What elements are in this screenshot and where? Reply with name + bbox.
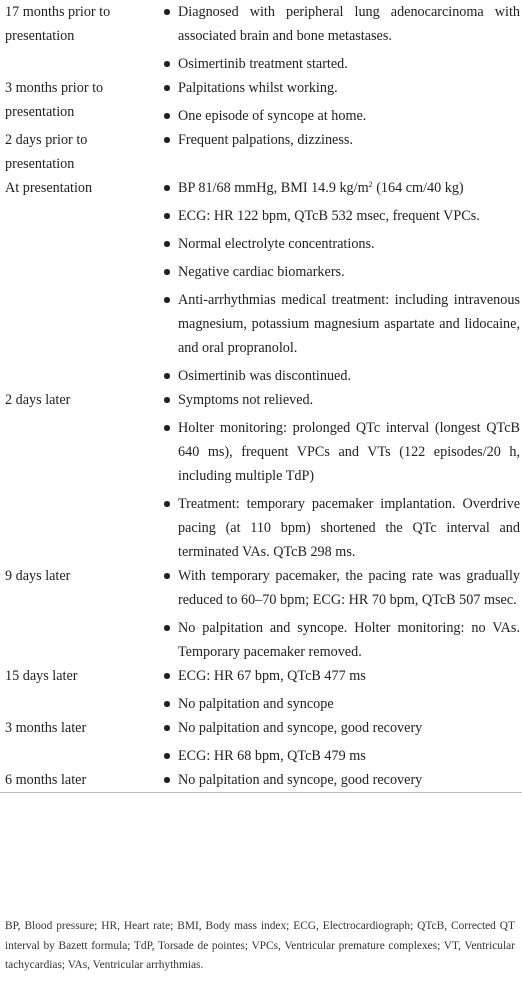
event-item [159,288,522,360]
table-footnote: BP, Blood pressure; HR, Heart rate; BMI, Body mass index; ECG, Electrocardiograph; QTcB, Corrected QT interval by Bazett formula; TdP, Torsade de pointes; VPCs, Ventricular premature complexes; VT, Ventricular tachycardias; VAs, Ventricular arrhythmias. [5,920,515,971]
bullet-icon [164,113,170,119]
event-item [159,744,522,768]
timeline-row [0,176,522,388]
bullet-icon [164,501,170,507]
timepoint-cell [0,76,159,128]
event-text: ECG: HR 67 bpm, QTcB 477 ms [178,668,366,684]
event-text: Diagnosed with peripheral lung adenocarcinoma with associated brain and bone metastases. [178,4,520,44]
bullet-icon [164,241,170,247]
bullet-icon [164,777,170,783]
timepoint-label: 9 days later [5,568,71,584]
event-text: No palpitation and syncope, good recovery [178,772,423,788]
event-item [159,664,522,688]
timepoint-cell [0,564,159,664]
event-item [159,364,522,388]
timeline-row [0,768,522,793]
timeline-row [0,0,522,76]
event-item [159,492,522,564]
event-item [159,232,522,256]
bullet-icon [164,425,170,431]
event-list [159,564,522,664]
timeline-row [0,76,522,128]
timeline-row [0,388,522,564]
bullet-icon [164,61,170,67]
events-cell [159,76,522,128]
event-list [159,768,522,792]
event-item [159,716,522,740]
timepoint-cell [0,768,159,793]
bullet-icon [164,269,170,275]
events-cell [159,0,522,76]
timepoint-cell [0,176,159,388]
event-item [159,76,522,100]
timeline-row [0,128,522,176]
event-text: ECG: HR 122 bpm, QTcB 532 msec, frequent VPCs. [178,208,480,224]
event-item [159,616,522,664]
event-text: Normal electrolyte concentrations. [178,236,375,252]
bullet-icon [164,725,170,731]
timepoint-label: 15 days later [5,668,78,684]
timepoint-cell [0,388,159,564]
event-item [159,416,522,488]
bullet-icon [164,213,170,219]
timepoint-label: 2 days prior to presentation [5,132,88,172]
event-list [159,128,522,152]
event-item [159,0,522,48]
event-item [159,564,522,612]
timepoint-cell [0,128,159,176]
event-text: With temporary pacemaker, the pacing rate was gradually reduced to 60–70 bpm; ECG: HR 70 bpm, QTcB 507 msec. [178,568,520,608]
event-item [159,52,522,76]
event-text: Osimertinib treatment started. [178,56,348,72]
events-cell [159,716,522,768]
bullet-icon [164,625,170,631]
superscript-2: 2 [368,180,373,189]
event-text: Palpitations whilst working. [178,80,338,96]
event-text: Osimertinib was discontinued. [178,368,351,384]
event-item [159,104,522,128]
timepoint-cell [0,664,159,716]
bullet-icon [164,373,170,379]
event-text: No palpitation and syncope, good recovery [178,720,423,736]
event-text: BP 81/68 mmHg, BMI 14.9 $kg/m^2$ (164 cm/40 kg) [178,180,464,196]
event-list [159,176,522,388]
timeline-row [0,564,522,664]
event-list [159,664,522,716]
event-text: Negative cardiac biomarkers. [178,264,345,280]
events-cell [159,768,522,793]
bullet-icon [164,673,170,679]
timepoint-label: 3 months prior to presentation [5,80,104,120]
event-text: Frequent palpations, dizziness. [178,132,353,148]
event-item [159,204,522,228]
events-cell [159,176,522,388]
timepoint-cell [0,0,159,76]
event-text: One episode of syncope at home. [178,108,367,124]
bullet-icon [164,185,170,191]
bullet-icon [164,297,170,303]
timepoint-cell [0,716,159,768]
event-list [159,388,522,564]
timepoint-label: 6 months later [5,772,87,788]
event-list [159,716,522,768]
timepoint-label: 2 days later [5,392,71,408]
timeline-row [0,716,522,768]
timepoint-label: At presentation [5,180,93,196]
bullet-icon [164,701,170,707]
event-item [159,260,522,284]
event-item [159,128,522,152]
events-cell [159,564,522,664]
event-text: No palpitation and syncope. Holter monitoring: no VAs. Temporary pacemaker removed. [178,620,520,660]
event-text: Symptoms not relieved. [178,392,314,408]
event-item [159,388,522,412]
bullet-icon [164,573,170,579]
events-cell [159,388,522,564]
timepoint-label: 3 months later [5,720,87,736]
bullet-icon [164,397,170,403]
event-item [159,768,522,792]
bullet-icon [164,753,170,759]
event-text: ECG: HR 68 bpm, QTcB 479 ms [178,748,366,764]
bullet-icon [164,9,170,15]
events-cell [159,128,522,176]
events-cell [159,664,522,716]
event-list [159,76,522,128]
event-item [159,692,522,716]
event-list [159,0,522,76]
bullet-icon [164,85,170,91]
bullet-icon [164,137,170,143]
event-text: Holter monitoring: prolonged QTc interval (longest QTcB 640 ms), frequent VPCs and VTs (122 episodes/20 h, including multiple TdP) [178,420,520,484]
event-text: Anti-arrhythmias medical treatment: including intravenous magnesium, potassium magnesium aspartate and lidocaine, and oral propranolol. [178,292,520,356]
timeline-row [0,664,522,716]
timepoint-label: 17 months prior to presentation [5,4,111,44]
event-item [159,176,522,200]
event-text: Treatment: temporary pacemaker implantation. Overdrive pacing (at 110 bpm) shortened the QTc interval and terminated VAs. QTcB 298 ms. [178,496,520,560]
event-text: No palpitation and syncope [178,696,334,712]
